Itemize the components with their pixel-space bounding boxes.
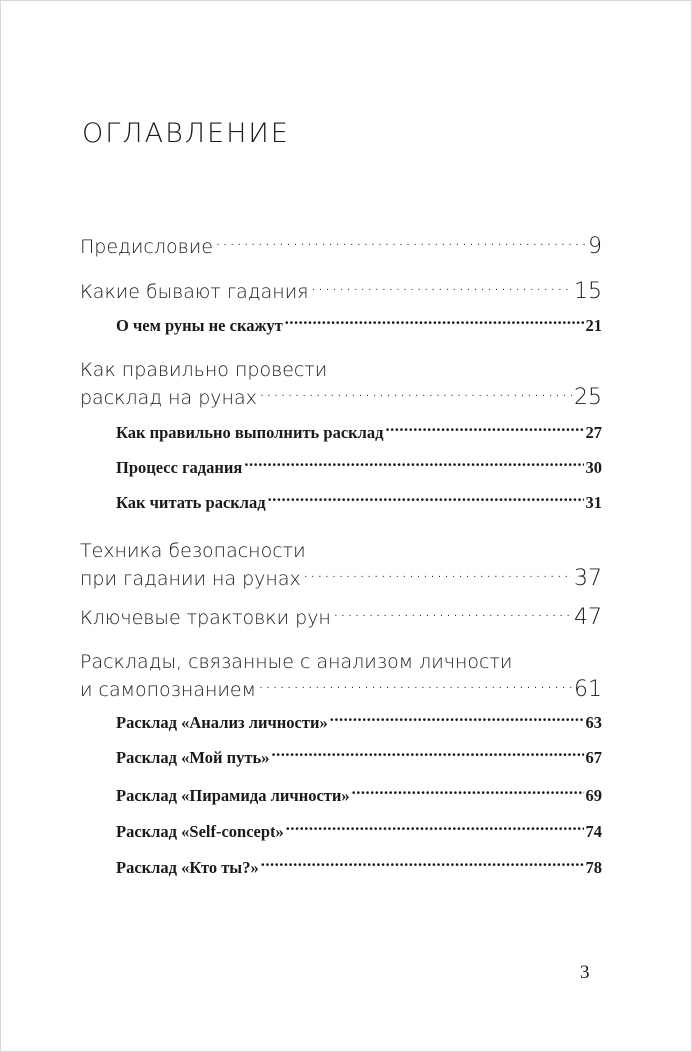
toc-page-number: 63 xyxy=(585,713,602,732)
toc-entry-label: Процесс гадания xyxy=(116,458,243,477)
dot-leader xyxy=(285,315,584,332)
toc-subentry[interactable] xyxy=(116,711,602,735)
toc-subentry[interactable] xyxy=(116,421,602,445)
toc-page-number: 25 xyxy=(574,385,602,410)
toc-subentry[interactable] xyxy=(116,314,602,338)
toc-entry-label: расклад на рунах xyxy=(80,387,257,409)
dot-leader xyxy=(215,234,586,253)
toc-entry[interactable] xyxy=(80,278,602,306)
toc-entry-label: О чем руны не скажут xyxy=(116,316,283,335)
toc-entry-label: Расклад «Self-concept» xyxy=(116,822,284,841)
toc-subentry[interactable] xyxy=(116,746,602,770)
toc-page-number: 15 xyxy=(574,279,602,304)
toc-page-number: 74 xyxy=(585,822,602,841)
toc-subentry[interactable] xyxy=(116,456,602,480)
dot-leader xyxy=(310,279,572,298)
toc-entry[interactable] xyxy=(80,537,602,593)
toc-page-number: 27 xyxy=(585,423,602,442)
toc-page-number: 31 xyxy=(585,493,602,512)
dot-leader xyxy=(330,712,584,729)
toc-entry-label: Расклады, связанные с анализом личности xyxy=(80,651,513,673)
page-title: оглавление xyxy=(82,107,290,151)
toc-subentry[interactable] xyxy=(116,491,602,515)
toc-entry-label: Расклад «Кто ты?» xyxy=(116,858,259,877)
dot-leader xyxy=(303,566,572,585)
dot-leader xyxy=(259,385,572,404)
toc-entry-label: Как правильно провести xyxy=(80,359,328,381)
toc-entry-label: Какие бывают гадания xyxy=(80,281,309,303)
toc-entry[interactable] xyxy=(80,604,602,632)
toc-page-number: 37 xyxy=(574,566,602,591)
toc-subentry[interactable] xyxy=(116,784,602,808)
toc-page-number: 47 xyxy=(574,605,602,630)
toc-entry-label: при гадании на рунах xyxy=(80,568,301,590)
toc-entry-label: и самопознанием xyxy=(80,679,256,701)
toc-entry-label: Как читать расклад xyxy=(116,493,266,512)
toc-page-number: 30 xyxy=(585,458,602,477)
toc-page-number: 78 xyxy=(585,858,602,877)
toc-page-number: 21 xyxy=(585,316,602,335)
toc-entry-label: Техника безопасности xyxy=(80,540,306,562)
toc-page-number: 67 xyxy=(585,748,602,767)
dot-leader xyxy=(352,785,584,802)
toc-entry-label: Расклад «Пирамида личности» xyxy=(116,786,350,805)
toc-page-number: 69 xyxy=(585,786,602,805)
dot-leader xyxy=(333,605,572,624)
toc-subentry[interactable] xyxy=(116,820,602,844)
toc-page-number: 9 xyxy=(588,234,602,259)
toc-entry-label: Как правильно выполнить расклад xyxy=(116,423,384,442)
toc-entry[interactable] xyxy=(80,233,602,261)
toc-entry-label: Предисловие xyxy=(80,236,213,258)
toc-subentry[interactable] xyxy=(116,856,602,880)
toc-entry-label: Расклад «Мой путь» xyxy=(116,748,270,767)
page-number-footer: 3 xyxy=(580,962,590,983)
toc-entry-label: Ключевые трактовки рун xyxy=(80,607,331,629)
dot-leader xyxy=(268,492,584,509)
dot-leader xyxy=(386,422,584,439)
toc-entry[interactable] xyxy=(80,648,602,704)
dot-leader xyxy=(261,857,584,874)
dot-leader xyxy=(271,747,583,764)
toc-page-number: 61 xyxy=(574,677,602,702)
dot-leader xyxy=(244,457,583,474)
dot-leader xyxy=(258,677,572,696)
toc-entry-label: Расклад «Анализ личности» xyxy=(116,713,328,732)
toc-entry[interactable] xyxy=(80,356,602,412)
dot-leader xyxy=(286,821,584,838)
